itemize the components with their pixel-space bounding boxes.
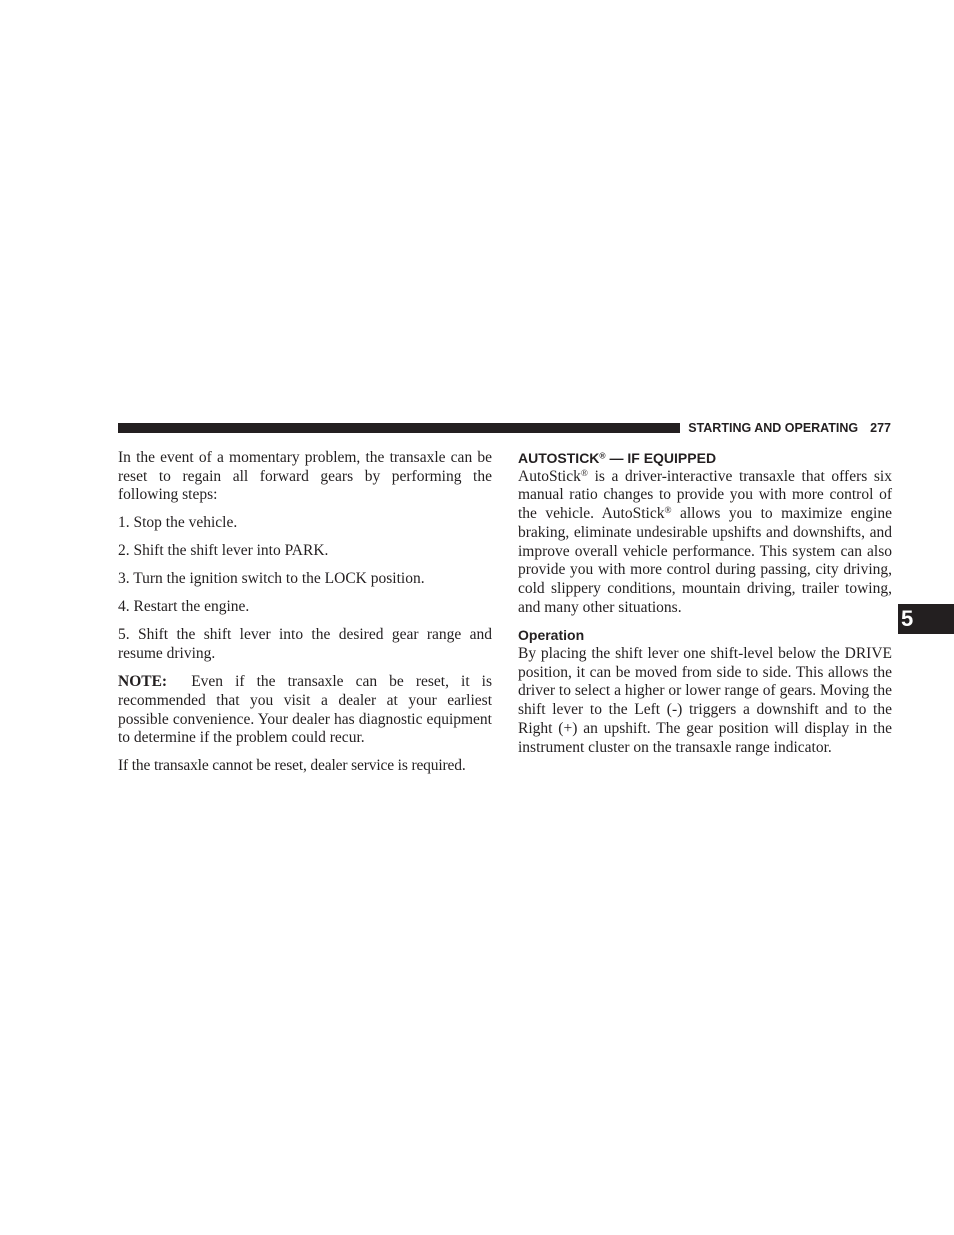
- step-item: 2. Shift the shift lever into PARK.: [118, 542, 329, 560]
- step-item: 3. Turn the ignition switch to the LOCK position.: [118, 570, 425, 588]
- operation-heading: Operation: [518, 627, 585, 644]
- body-part-1: AutoStick: [518, 467, 581, 485]
- heading-suffix: — IF EQUIPPED: [605, 450, 717, 466]
- step-item: 1. Stop the vehicle.: [118, 514, 238, 532]
- registered-mark: ®: [664, 506, 672, 516]
- section-title: STARTING AND OPERATING: [688, 421, 859, 435]
- registered-mark: ®: [599, 450, 606, 461]
- body-part-2: is a driver-interactive transaxle that offers six manual ratio changes to provide you with more control of the vehicle. AutoStick: [518, 467, 892, 523]
- running-head: [688, 419, 891, 437]
- note-text: Even if the transaxle can be reset, it is recommended that you visit a dealer at your earliest possible convenience. Your dealer has diagnostic equipment to determine if the problem could recur.: [118, 673, 493, 747]
- heading-prefix: AUTOSTICK: [518, 450, 600, 466]
- page-number: 277: [870, 421, 891, 435]
- step-item: 4. Restart the engine.: [118, 598, 250, 616]
- body-part-3: allows you to maximize engine braking, eliminate undesirable upshifts and downshifts, and improve overall vehicle performance. This system can also provide you with more control during passing, city driving, cold slippery conditions, mountain driving, trailer towing, and many other situations.: [518, 505, 892, 616]
- header-rule: [118, 423, 680, 433]
- section-heading: [518, 449, 892, 468]
- right-column: [518, 449, 892, 757]
- operation-paragraph: By placing the shift lever one shift-level below the DRIVE position, it can be moved from side to side. This allows the driver to select a higher or lower range of gears. Moving the shift lever to the Left (-) triggers a downshift and to the Right (+) an upshift. The gear position will display in the instrument cluster on the transaxle range indicator.: [518, 645, 892, 756]
- registered-mark: ®: [580, 468, 588, 479]
- step-item: 5. Shift the shift lever into the desired gear range and resume driving.: [118, 626, 492, 663]
- intro-paragraph: In the event of a momentary problem, the transaxle can be reset to regain all forward gears by performing the following steps:: [118, 449, 492, 504]
- autostick-paragraph: [518, 468, 892, 618]
- note-paragraph: [118, 673, 492, 748]
- note-label: NOTE:: [118, 673, 168, 691]
- left-column: [118, 449, 492, 776]
- closing-paragraph: If the transaxle cannot be reset, dealer service is required.: [118, 757, 466, 775]
- chapter-tab: 5: [898, 604, 954, 634]
